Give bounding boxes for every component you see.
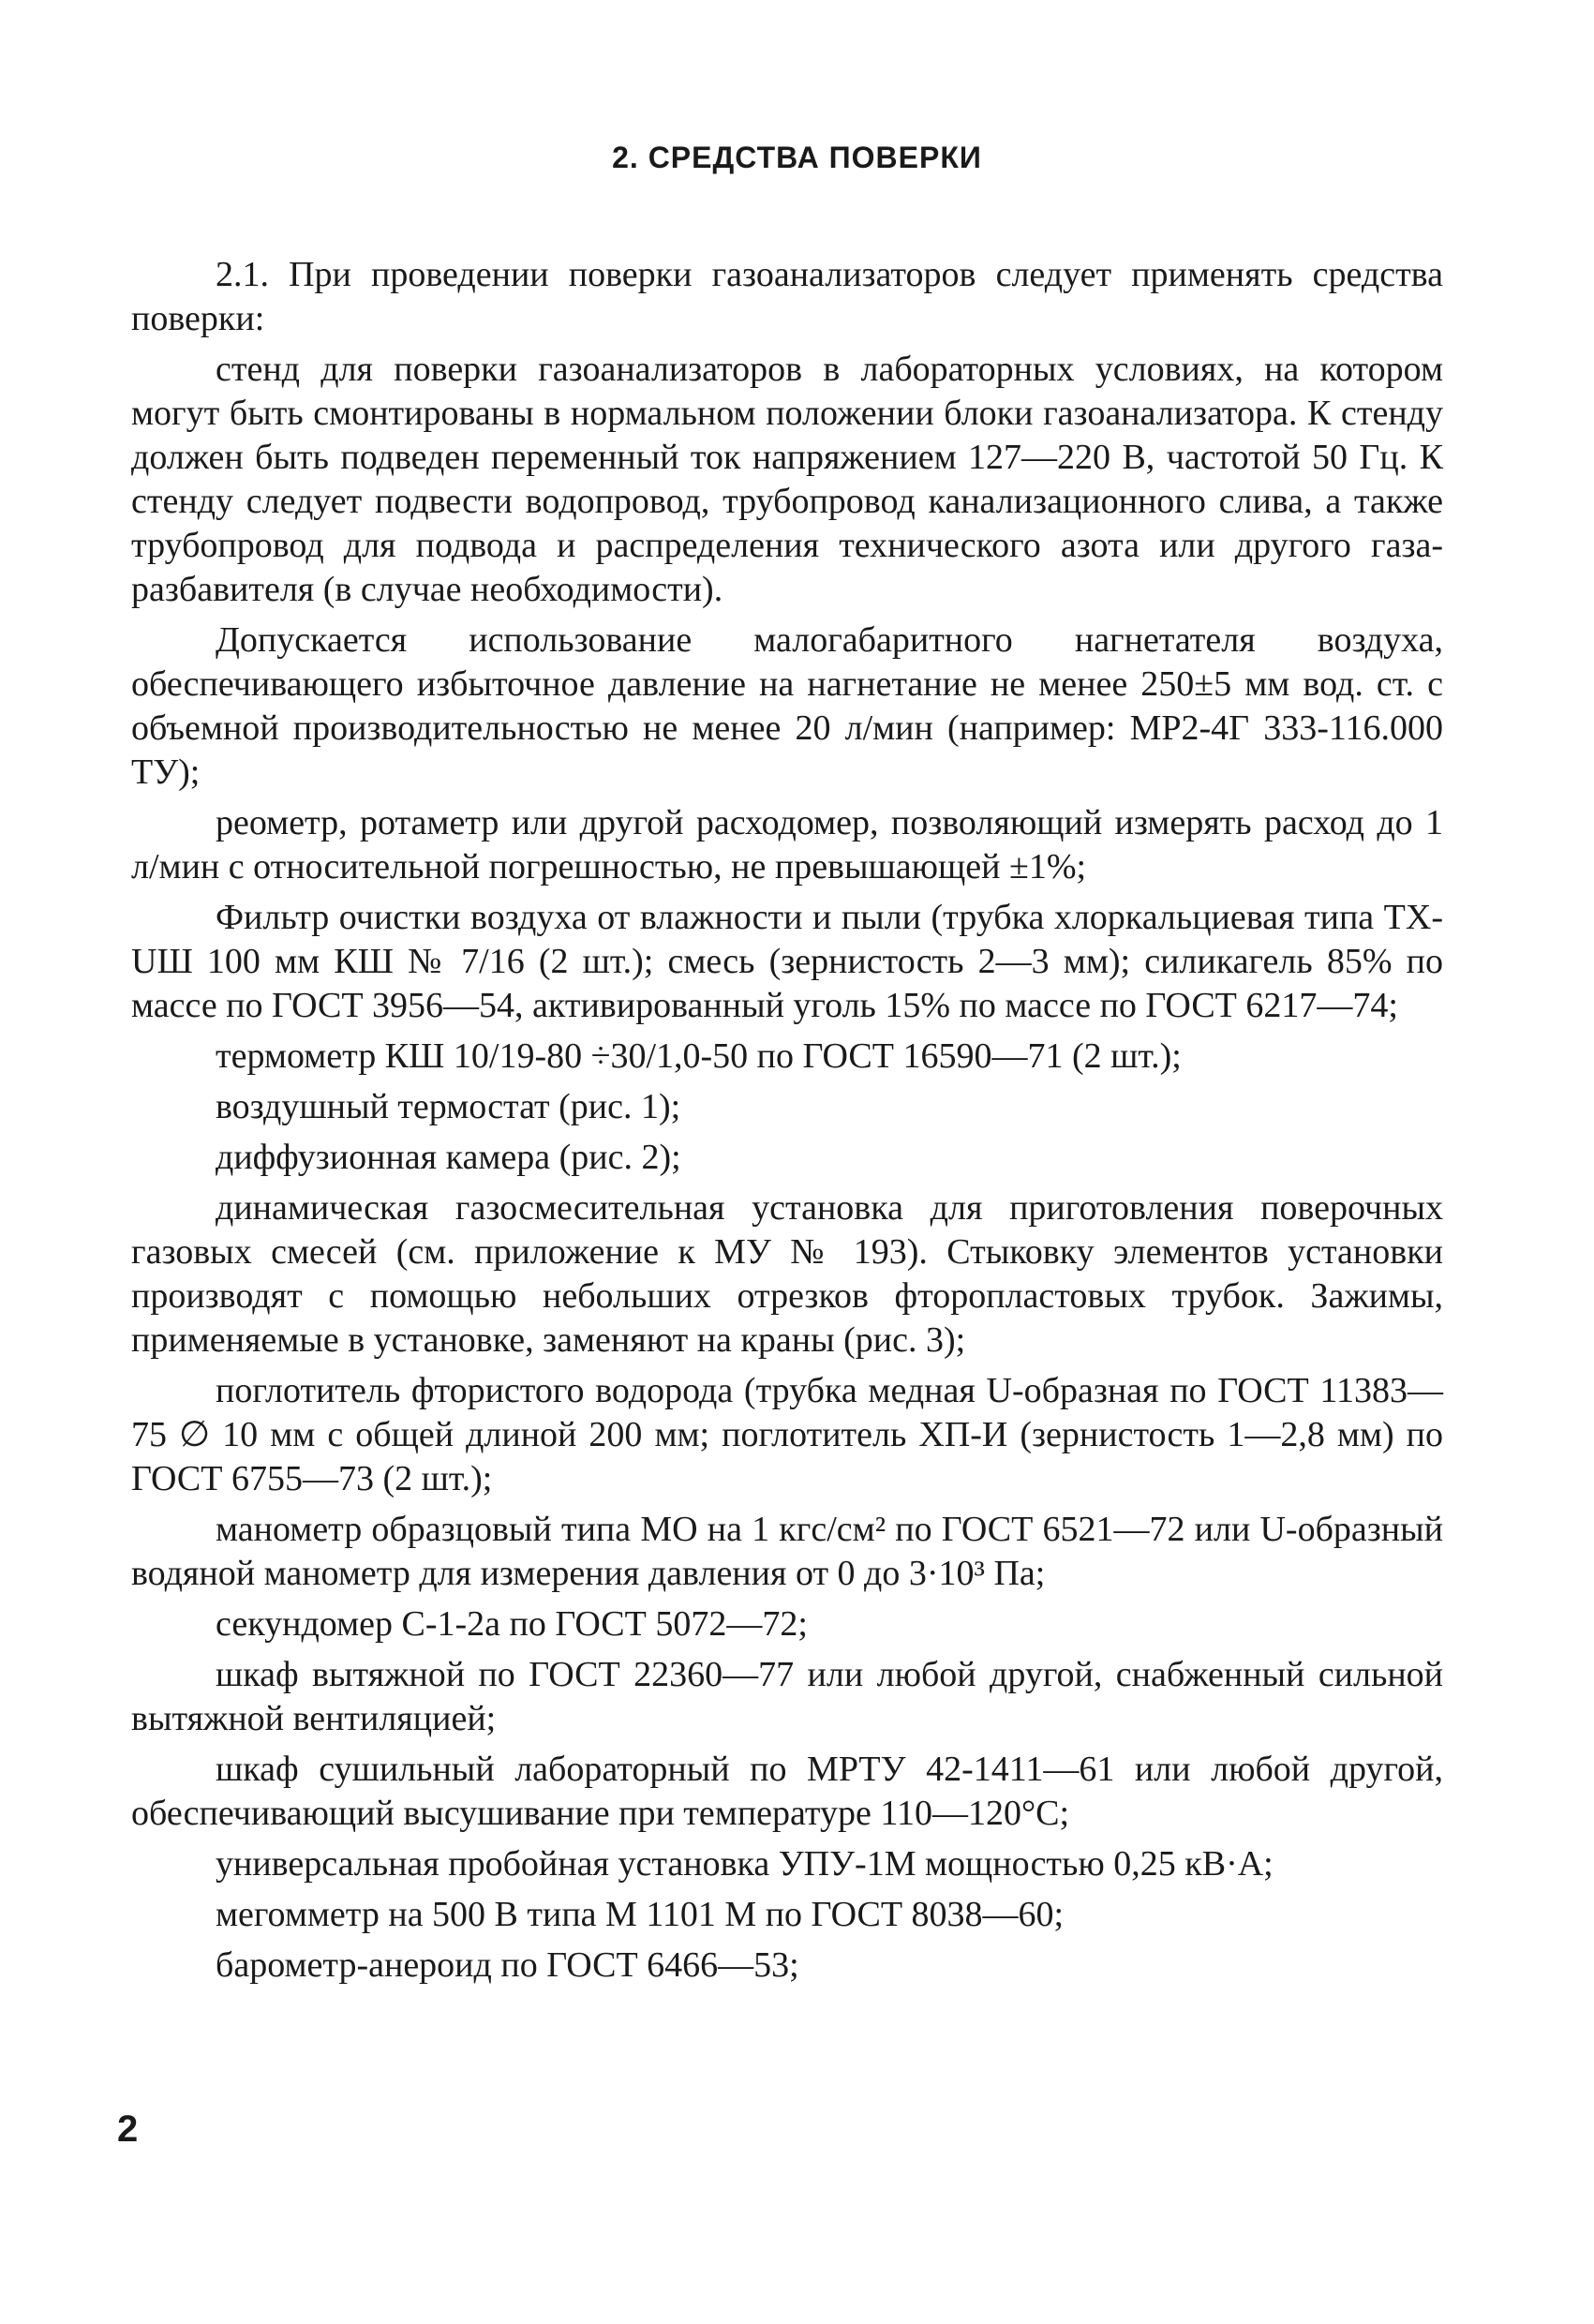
list-item: диффузионная камера (рис. 2); — [216, 1138, 681, 1177]
list-item: универсальная пробойная установка УПУ-1М мощностью 0,25 кВ·А; — [216, 1844, 1274, 1884]
list-item: термометр КШ 10/19-80 ÷30/1,0-50 по ГОСТ 16590—71 (2 шт.); — [216, 1036, 1182, 1076]
list-item: мегомметр на 500 В типа М 1101 М по ГОСТ 8038—60; — [216, 1895, 1065, 1934]
intro-paragraph: 2.1. При проведении поверки газоанализаторов следует применять средства поверки: — [131, 255, 1443, 338]
list-item: динамическая газосмесительная установка для приготовления поверочных газовых смесей (см. приложение к МУ № 193). Стыковку элементов установки производят с помощью небольших отрезков фторопластовых трубок. Зажимы, применяемые в установке, заменяют на краны (рис. 3); — [131, 1188, 1443, 1360]
list-item: шкаф вытяжной по ГОСТ 22360—77 или любой другой, снабженный сильной вытяжной вентиляцией; — [131, 1655, 1443, 1738]
list-item: секундомер С-1-2а по ГОСТ 5072—72; — [216, 1604, 808, 1644]
list-item: воздушный термостат (рис. 1); — [216, 1087, 681, 1126]
list-item: реометр, ротаметр или другой расходомер, позволяющий измерять расход до 1 л/мин с относительной погрешностью, не превышающей ±1%; — [131, 803, 1443, 886]
section-heading: 2. СРЕДСТВА ПОВЕРКИ — [612, 141, 982, 174]
list-item: Фильтр очистки воздуха от влажности и пыли (трубка хлоркальциевая типа ТХ-UШ 100 мм КШ № 7/16 (2 шт.); смесь (зернистость 2—3 мм); силикагель 85% по массе по ГОСТ 3956—54, активированный уголь 15% по массе по ГОСТ 6217—74; — [131, 898, 1443, 1025]
list-item: стенд для поверки газоанализаторов в лабораторных условиях, на котором могут быть смонтированы в нормальном положении блоки газоанализатора. К стенду должен быть подведен переменный ток напряжением 127—220 В, частотой 50 Гц. К стенду следует подвести водопровод, трубопровод канализационного слива, а также трубопровод для подвода и распределения технического азота или другого газа-разбавителя (в случае необходимости). — [131, 350, 1443, 609]
list-item: барометр-анероид по ГОСТ 6466—53; — [216, 1945, 799, 1985]
page-number: 2 — [117, 2108, 139, 2150]
list-item: поглотитель фтористого водорода (трубка медная U-образная по ГОСТ 11383—75 ∅ 10 мм с общей длиной 200 мм; поглотитель ХП-И (зернистость 1—2,8 мм) по ГОСТ 6755—73 (2 шт.); — [131, 1371, 1443, 1498]
list-item: шкаф сушильный лабораторный по МРТУ 42-1411—61 или любой другой, обеспечивающий высушивание при температуре 110—120°С; — [131, 1750, 1443, 1833]
list-item: манометр образцовый типа МО на 1 кгс/см² по ГОСТ 6521—72 или U-образный водяной манометр для измерения давления от 0 до 3·10³ Па; — [131, 1510, 1443, 1593]
list-item: Допускается использование малогабаритного нагнетателя воздуха, обеспечивающего избыточное давление на нагнетание не менее 250±5 мм вод. ст. с объемной производительностью не менее 20 л/мин (например: МР2-4Г 333-116.000 ТУ); — [131, 620, 1443, 792]
section-body — [131, 253, 1443, 1994]
